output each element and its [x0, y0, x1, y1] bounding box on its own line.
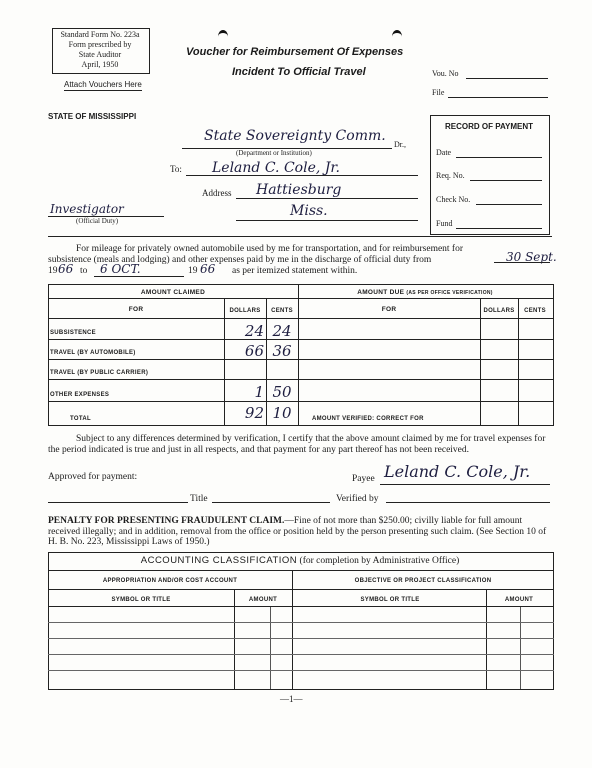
mileage-to-line — [94, 276, 184, 277]
payee-signature: Leland C. Cole, Jr. — [384, 462, 531, 481]
penalty-text — [48, 516, 552, 548]
acct-row-4 — [48, 670, 554, 671]
rop-req-label: Req. No. — [436, 171, 465, 180]
prescribed-by-2: State Auditor — [78, 50, 122, 59]
certification-text: Subject to any differences determined by verification, I certify that the above amount claimed by me for travel expenses for the period indicated is true and just in all respects, and that payment for any part thereof has not been received. — [48, 434, 546, 455]
official-duty-caption: (Official Duty) — [76, 217, 119, 225]
mileage-top-rule — [48, 236, 552, 237]
row-other-dollars: 1 — [254, 383, 264, 401]
mileage-year-prefix-2: 19 — [188, 266, 198, 276]
penalty-body: —Fine of not more than $250.00; civilly liable for full amount received illegally; and in addition, removal from the office or position held by the person presenting such claim. (See Section 10 of H. B. No. 223, Mississippi Laws of 1950.) — [48, 516, 547, 547]
mileage-year-prefix-1: 19 — [48, 266, 58, 276]
due-col-cents: CENTS — [524, 308, 546, 314]
file-label: File — [432, 88, 445, 97]
accounting-title: ACCOUNTING CLASSIFICATION — [140, 555, 298, 566]
mileage-to-label: to — [80, 266, 88, 276]
acct-left-amount-header: AMOUNT — [248, 597, 278, 603]
amount-header-rule-1 — [48, 298, 554, 299]
acct-left-header: APPROPRIATION AND/OR COST ACCOUNT — [102, 578, 238, 584]
accounting-title-row — [48, 555, 552, 566]
row-rule-3 — [48, 379, 554, 380]
address-line2: Miss. — [290, 203, 328, 219]
row-rule-2 — [48, 359, 554, 360]
rop-req-line — [470, 180, 542, 181]
address-label: Address — [202, 188, 232, 198]
to-value: Leland C. Cole, Jr. — [212, 160, 340, 176]
attach-note: Attach Vouchers Here — [64, 80, 142, 89]
acct-left-vrule-cents — [270, 606, 271, 689]
due-col-for: FOR — [381, 306, 397, 313]
mileage-from-date: 30 Sept. — [506, 250, 557, 264]
title-line-2: Incident To Official Travel — [232, 66, 366, 78]
row-subsistence-cents: 24 — [272, 322, 292, 340]
acct-right-vrule — [486, 590, 487, 689]
record-of-payment-title: RECORD OF PAYMENT — [444, 122, 533, 131]
acct-right-vrule-cents — [520, 606, 521, 689]
row-total-dollars: 92 — [244, 404, 264, 422]
row-travel-auto-cents: 36 — [272, 342, 292, 360]
punch-hole-right — [392, 30, 402, 43]
acct-left-vrule — [234, 590, 235, 689]
row-total-cents: 10 — [272, 404, 292, 422]
amount-due-title — [298, 289, 552, 296]
acct-row-2 — [48, 638, 554, 639]
acct-row-1 — [48, 622, 554, 623]
mileage-from-year: 66 — [58, 262, 74, 276]
punch-hole-left — [218, 30, 228, 43]
official-duty-value: Investigator — [50, 202, 124, 216]
row-travel-auto-label: TRAVEL (BY AUTOMOBILE) — [50, 350, 136, 356]
acct-rule-3 — [48, 606, 554, 607]
claimed-vrule-1 — [224, 298, 225, 425]
rop-check-line — [476, 204, 542, 205]
amount-due-title-note: (AS PER OFFICE VERIFICATION) — [406, 290, 493, 296]
due-col-dollars: DOLLARS — [483, 308, 515, 314]
rop-fund-line — [456, 228, 542, 229]
acct-right-symbol-header: SYMBOL OR TITLE — [360, 597, 420, 603]
rop-fund-label: Fund — [436, 219, 453, 228]
address-line — [236, 198, 418, 199]
page-number: —1— — [280, 694, 303, 704]
to-line — [186, 175, 418, 176]
verified-by-line — [386, 502, 550, 503]
claimed-col-cents: CENTS — [271, 308, 293, 314]
amount-verified-label: AMOUNT VERIFIED: CORRECT FOR — [312, 416, 424, 422]
row-travel-public-label: TRAVEL (BY PUBLIC CARRIER) — [50, 370, 149, 376]
row-other-label: OTHER EXPENSES — [50, 392, 110, 398]
title-line — [212, 502, 330, 503]
department-dr: Dr., — [394, 140, 406, 149]
mileage-from-line — [494, 262, 550, 263]
row-travel-auto-dollars: 66 — [244, 342, 264, 360]
claimed-vrule-2 — [266, 298, 267, 425]
rop-date-label: Date — [436, 148, 452, 157]
row-subsistence-dollars: 24 — [244, 322, 264, 340]
file-line — [448, 97, 548, 98]
row-subsistence-label: SUBSISTENCE — [50, 330, 96, 336]
penalty-heading: PENALTY FOR PRESENTING FRAUDULENT CLAIM. — [48, 516, 285, 526]
vou-no-label: Vou. No — [432, 69, 459, 78]
accounting-note: (for completion by Administrative Office) — [299, 556, 460, 566]
acct-right-header: OBJECTIVE OR PROJECT CLASSIFICATION — [354, 578, 492, 584]
mileage-to-date: 6 OCT. — [100, 262, 141, 276]
due-vrule-2 — [518, 298, 519, 425]
prescribed-by-1: Form prescribed by — [68, 40, 132, 49]
vou-no-line — [466, 78, 548, 79]
due-vrule-1 — [480, 298, 481, 425]
acct-right-amount-header: AMOUNT — [504, 597, 534, 603]
amount-due-title-text: AMOUNT DUE — [357, 289, 405, 296]
claimed-col-for: FOR — [128, 306, 144, 313]
acct-row-3 — [48, 654, 554, 655]
row-total-label: TOTAL — [70, 416, 91, 422]
row-rule-1 — [48, 339, 554, 340]
rop-check-label: Check No. — [436, 195, 471, 204]
payee-line — [380, 484, 550, 485]
title-label: Title — [190, 494, 208, 504]
form-number: Standard Form No. 223a — [60, 30, 140, 39]
approved-line — [48, 502, 188, 503]
mileage-to-year: 66 — [200, 262, 216, 276]
address-line-2 — [236, 220, 418, 221]
acct-left-symbol-header: SYMBOL OR TITLE — [111, 597, 171, 603]
mileage-text-2: as per itemized statement within. — [232, 266, 358, 276]
acct-rule-2 — [48, 589, 554, 590]
claimed-col-dollars: DOLLARS — [229, 308, 261, 314]
title-line-1: Voucher for Reimbursement Of Expenses — [186, 46, 404, 58]
rop-date-line — [456, 157, 542, 158]
row-other-cents: 50 — [272, 383, 292, 401]
state-label: STATE OF MISSISSIPPI — [48, 112, 137, 121]
form-date: April, 1950 — [81, 60, 119, 69]
amount-header-rule-2 — [48, 318, 554, 319]
acct-rule-1 — [48, 570, 554, 571]
department-value: State Sovereignty Comm. — [204, 128, 386, 144]
department-caption: (Department or Institution) — [236, 149, 312, 157]
mileage-text-1: For mileage for privately owned automobile used by me for transportation, and for reimbursement for subsistence (meals and lodging) and other expenses paid by me in the discharge of official duty from — [48, 244, 464, 265]
address-line1: Hattiesburg — [256, 182, 342, 198]
to-label: To: — [170, 164, 182, 174]
row-rule-4 — [48, 401, 554, 402]
amount-claimed-title: AMOUNT CLAIMED — [140, 289, 206, 296]
approved-label: Approved for payment: — [48, 472, 138, 482]
payee-label: Payee — [352, 474, 375, 484]
verified-by-label: Verified by — [336, 494, 379, 504]
